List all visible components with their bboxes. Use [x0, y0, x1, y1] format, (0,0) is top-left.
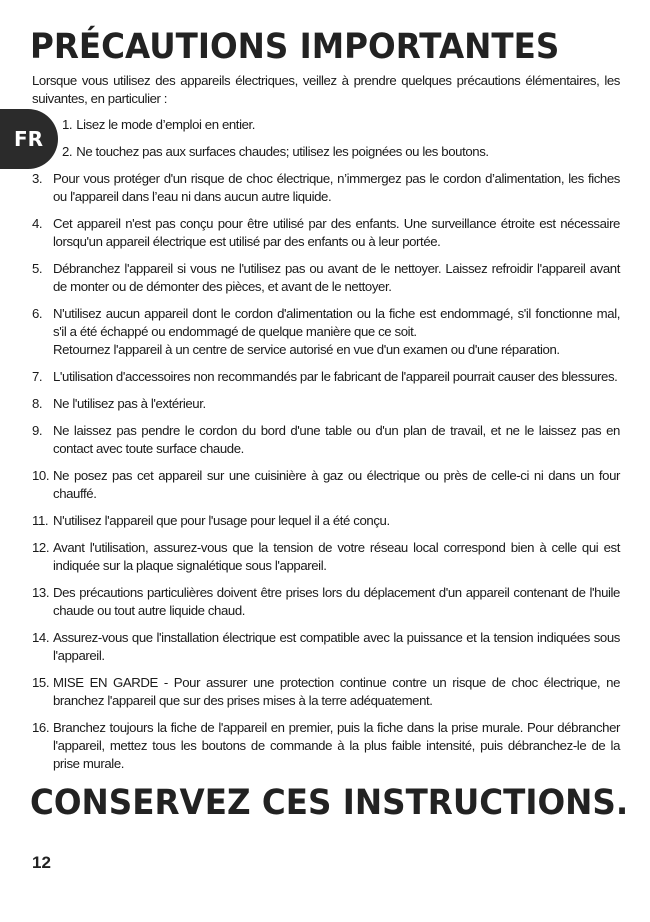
item-text: Des précautions particulières doivent être prises lors du déplacement d'un appareil contenant de l'huile chaude ou tout autre liquide chaud.	[53, 585, 620, 618]
item-text: Ne posez pas cet appareil sur une cuisinière à gaz ou électrique ou près de celle-ci ni dans un four chauffé.	[53, 468, 620, 501]
list-item	[32, 584, 620, 620]
list-item	[32, 539, 620, 575]
item-text: Avant l'utilisation, assurez-vous que la tension de votre réseau local correspond bien à celle qui est indiquée sur la plaque signalétique sous l'appareil.	[53, 540, 620, 573]
item-number: 2.	[62, 144, 73, 159]
item-number: 3.	[32, 171, 43, 186]
item-text: Lisez le mode d’emploi en entier.	[76, 117, 256, 132]
list-item	[32, 629, 620, 665]
item-number: 8.	[32, 396, 43, 411]
item-number: 13.	[32, 585, 50, 600]
language-badge: FR	[0, 109, 58, 169]
list-item	[62, 143, 620, 161]
item-text: Ne l'utilisez pas à l'extérieur.	[53, 396, 206, 411]
list-item	[32, 512, 620, 530]
list-item	[32, 467, 620, 503]
item-number: 14.	[32, 630, 50, 645]
item-number: 4.	[32, 216, 43, 231]
item-number: 12.	[32, 540, 50, 555]
item-text: Ne laissez pas pendre le cordon du bord d'une table ou d'un plan de travail, et ne le laissez pas en contact avec toute surface chaude.	[53, 423, 620, 456]
item-text: N'utilisez l'appareil que pour l'usage pour lequel il a été conçu.	[53, 513, 390, 528]
item-text-continued: Retournez l'appareil à un centre de service autorisé en vue d'un examen ou d'une réparation.	[53, 342, 560, 357]
list-item	[32, 305, 620, 359]
item-number: 9.	[32, 423, 43, 438]
footer-title: CONSERVEZ CES INSTRUCTIONS.	[30, 783, 629, 823]
item-text: Pour vous protéger d'un risque de choc électrique, n’immergez pas le cordon d’alimentation, les fiches ou l'appareil dans l’eau ni dans aucun autre liquide.	[53, 171, 620, 204]
item-text: Débranchez l'appareil si vous ne l'utilisez pas ou avant de le nettoyer. Laissez refroidir l'appareil avant de monter ou de démonter des pièces, et avant de le nettoyer.	[53, 261, 620, 294]
item-text: N'utilisez aucun appareil dont le cordon d'alimentation ou la fiche est endommagé, s'il fonctionne mal, s'il a été échappé ou endommagé de quelque manière que ce soit.	[53, 306, 620, 339]
list-item	[32, 368, 620, 386]
list-item	[32, 170, 620, 206]
item-text: MISE EN GARDE - Pour assurer une protection continue contre un risque de choc électrique, ne branchez l'appareil que sur des prises mises à la terre adéquatement.	[53, 675, 620, 708]
item-text: L'utilisation d'accessoires non recommandés par le fabricant de l'appareil pourrait causer des blessures.	[53, 369, 618, 384]
item-text: Ne touchez pas aux surfaces chaudes; utilisez les poignées ou les boutons.	[76, 144, 489, 159]
item-number: 6.	[32, 306, 43, 321]
item-number: 1.	[62, 117, 73, 132]
item-number: 15.	[32, 675, 50, 690]
item-number: 5.	[32, 261, 43, 276]
list-item	[32, 422, 620, 458]
precautions-list	[32, 116, 620, 773]
list-item	[32, 395, 620, 413]
list-item	[32, 674, 620, 710]
page-number: 12	[32, 853, 51, 872]
list-item	[32, 260, 620, 296]
list-item	[32, 719, 620, 773]
item-text: Cet appareil n'est pas conçu pour être utilisé par des enfants. Une surveillance étroite est nécessaire lorsqu'un appareil électrique est utilisé par des enfants ou à leur portée.	[53, 216, 620, 249]
item-number: 11.	[32, 513, 49, 528]
list-item	[32, 215, 620, 251]
item-number: 10.	[32, 468, 50, 483]
item-number: 16.	[32, 720, 50, 735]
item-number: 7.	[32, 369, 43, 384]
intro-paragraph: Lorsque vous utilisez des appareils électriques, veillez à prendre quelques précautions élémentaires, les suivantes, en particulier :	[32, 73, 620, 106]
item-text: Branchez toujours la fiche de l'appareil en premier, puis la fiche dans la prise murale. Pour débrancher l'appareil, mettez tous les boutons de commande à la plus faible intensité, puis débranchez-le de la prise murale.	[53, 720, 620, 771]
list-item	[62, 116, 620, 134]
page-title: PRÉCAUTIONS IMPORTANTES	[30, 27, 560, 67]
item-text: Assurez-vous que l'installation électrique est compatible avec la puissance et la tension indiquées sous l'appareil.	[53, 630, 620, 663]
